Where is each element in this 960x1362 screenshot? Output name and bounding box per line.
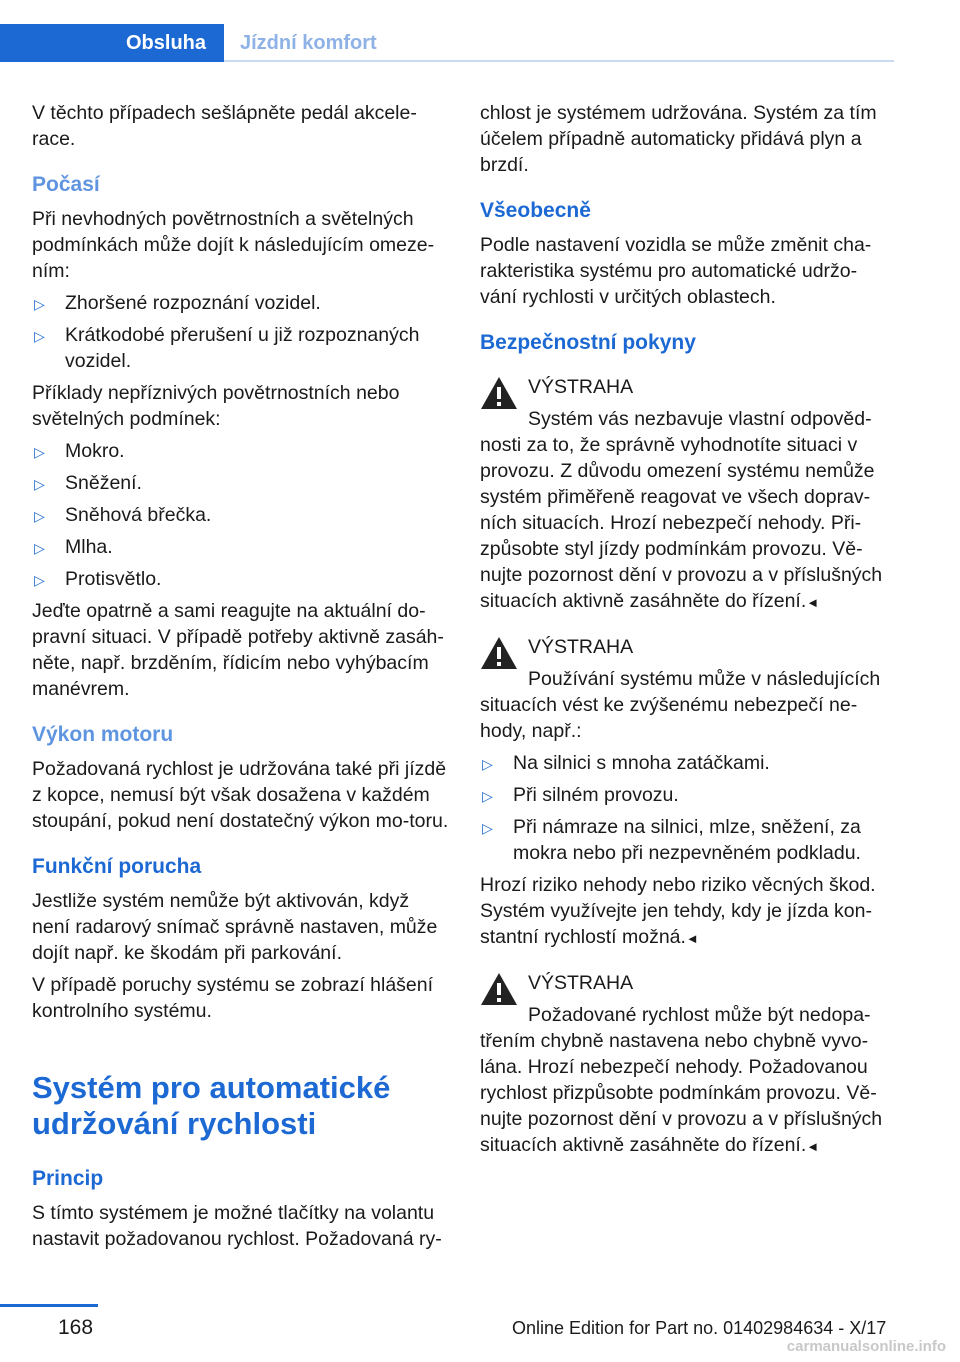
- warning-after-text: Hrozí riziko nehody nebo riziko věcných škod. Systém využívejte jen tehdy, kdy je jízda kon-stantní rychlostí možná.◄: [480, 874, 876, 948]
- triangle-bullet-icon: ▷: [482, 756, 493, 772]
- principle-text: S tímto systémem je možné tlačítky na volantu nastavit požadovanou rychlost. Požadovaná ry-: [32, 1202, 442, 1250]
- page-number: 168: [58, 1316, 94, 1339]
- warning-triangle-icon: [480, 376, 518, 410]
- triangle-bullet-icon: ▷: [34, 540, 45, 556]
- engine-text: Požadovaná rychlost je udržována také při jízdě z kopce, nemusí být však dosažena v každém stoupání, pokud není dostatečný výkon mo-toru.: [32, 758, 449, 832]
- edition-note: Online Edition for Part no. 01402984634 - X/17: [512, 1318, 887, 1338]
- left-column: [32, 100, 450, 1258]
- header-rule: [224, 60, 894, 62]
- general-text: Podle nastavení vozidla se může změnit cha-rakteristika systému pro automatické udržo-vání rychlosti v určitých oblastech.: [480, 234, 872, 308]
- heading-safety: Bezpečnostní pokyny: [480, 331, 696, 354]
- warning-triangle-icon: [480, 972, 518, 1006]
- end-mark-icon: ◄: [806, 595, 820, 610]
- section-title: Systém pro automatické udržování rychlosti: [32, 1070, 391, 1141]
- warning-triangle-icon: [480, 636, 518, 670]
- triangle-bullet-icon: ▷: [34, 444, 45, 460]
- triangle-bullet-icon: ▷: [34, 328, 45, 344]
- warning-title: VÝSTRAHA: [528, 972, 634, 994]
- warning-title: VÝSTRAHA: [528, 636, 634, 658]
- warning-list: [480, 750, 890, 866]
- triangle-bullet-icon: ▷: [34, 476, 45, 492]
- list-item: ▷ Při námraze na silnici, mlze, sněžení, za mokra nebo při nezpevněném podkladu.: [482, 816, 861, 864]
- warning-block-1: [480, 374, 890, 616]
- right-column: [480, 100, 890, 1166]
- warning-block-2: [480, 634, 890, 744]
- list-item: ▷ Protisvětlo.: [32, 566, 450, 592]
- warning-block-3: [480, 970, 890, 1160]
- list-item: ▷ Zhoršené rozpoznání vozidel.: [32, 290, 450, 316]
- weather-list: [32, 290, 450, 374]
- list-item: ▷ Sněžení.: [32, 470, 450, 496]
- page-header: [0, 0, 960, 62]
- heading-principle: Princip: [32, 1167, 104, 1190]
- examples-text: Příklady nepříznivých povětrnostních nebo světelných podmínek:: [32, 382, 400, 430]
- tab-obsluha[interactable]: [0, 24, 224, 62]
- list-item: ▷ Sněhová břečka.: [32, 502, 450, 528]
- list-item: ▷ Při silném provozu.: [480, 782, 890, 808]
- intro-paragraph: V těchto případech sešlápněte pedál akcele-race.: [32, 102, 417, 150]
- warning-body: Požadované rychlost může být nedopa-třením chybně nastavena nebo chybně vyvo-lána. Hrozí nebezpečí nehody. Požadovanou rychlost přizpůsobte podmínkám provozu. Vě-nujte pozornost dění v provozu a v příslušných situacích aktivně zasáhněte do řízení.◄: [480, 1004, 883, 1156]
- heading-engine: Výkon motoru: [32, 723, 174, 746]
- examples-list: [32, 438, 450, 592]
- warning-body: Používání systému může v následujících situacích vést ke zvýšenému nebezpečí ne-hody, např.:: [480, 668, 881, 742]
- end-mark-icon: ◄: [806, 1139, 820, 1154]
- heading-malfunction: Funkční porucha: [32, 855, 202, 878]
- heading-general: Všeobecně: [480, 199, 591, 222]
- malfunction-text-1: Jestliže systém nemůže být aktivován, když není radarový snímač správně nastaven, může dojít např. ke škodám při parkování.: [32, 890, 438, 964]
- weather-text: Při nevhodných povětrnostních a světelných podmínkách může dojít k následujícím omeze-ním:: [32, 208, 435, 282]
- tab-jizdni-komfort[interactable]: Jízdní komfort: [240, 32, 377, 54]
- triangle-bullet-icon: ▷: [34, 572, 45, 588]
- triangle-bullet-icon: ▷: [34, 508, 45, 524]
- end-mark-icon: ◄: [685, 931, 699, 946]
- triangle-bullet-icon: ▷: [482, 788, 493, 804]
- warning-title: VÝSTRAHA: [528, 376, 634, 398]
- warning-body: Systém vás nezbavuje vlastní odpověd-nosti za to, že správně vyhodnotíte situaci v provozu. Z důvodu omezení systému nemůže systém přiměřeně reagovat ve všech doprav-ních situacích. Hrozí nebezpečí nehody. Při-způsobte styl jízdy podmínkám provozu. Vě-nujte pozornost dění v provozu a v příslušných situacích aktivně zasáhněte do řízení.◄: [480, 408, 883, 612]
- triangle-bullet-icon: ▷: [482, 820, 493, 836]
- triangle-bullet-icon: ▷: [34, 296, 45, 312]
- list-item: ▷ Krátkodobé přerušení u již rozpoznaných vozidel.: [34, 324, 420, 372]
- tab-obsluha-label: Obsluha: [125, 32, 206, 54]
- malfunction-text-2: V případě poruchy systému se zobrazí hlášení kontrolního systému.: [32, 974, 434, 1022]
- heading-weather: Počasí: [32, 173, 100, 196]
- continuation-text: chlost je systémem udržována. Systém za tím účelem případně automaticky přidává plyn a brzdí.: [480, 102, 877, 176]
- footer-rule: [0, 1304, 98, 1307]
- list-item: ▷ Mlha.: [32, 534, 450, 560]
- advice-text: Jeďte opatrně a sami reagujte na aktuální do-pravní situaci. V případě potřeby aktivně zasáh-něte, např. brzděním, řídicím nebo vyhýbacím manévrem.: [32, 600, 444, 700]
- list-item: ▷ Na silnici s mnoha zatáčkami.: [480, 750, 890, 776]
- watermark: carmanualsonline.info: [786, 1338, 946, 1355]
- list-item: ▷ Mokro.: [32, 438, 450, 464]
